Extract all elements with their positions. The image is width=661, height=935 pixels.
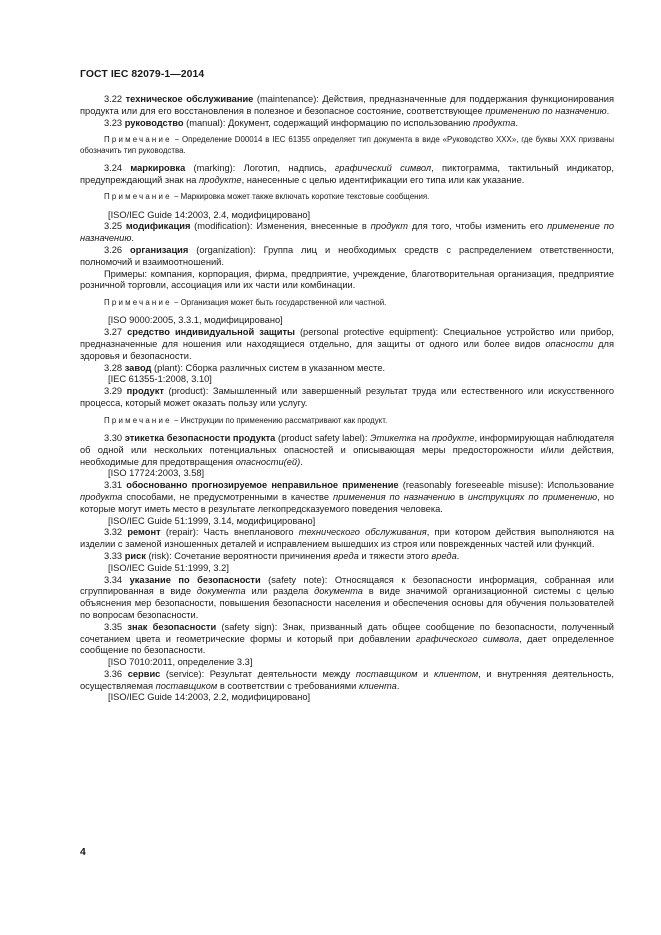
term-name: модификация [125,221,191,232]
text-run: (modification): Изменения, внесенные в [190,221,371,232]
text-run: 3.32 [104,527,128,538]
term-reference: технического обслуживания [298,527,427,538]
term-name: этикетка безопасности продукта [124,432,276,443]
term-reference: опасности [545,338,594,349]
text-run: , дает определенное сообщение по безопасности. [80,633,615,656]
term-reference: графического символа [415,633,520,644]
term-name: обоснованно прогнозируемое неправильное применение [126,480,399,491]
term-3-33-risk [80,551,614,563]
term-reference: применения по назначению [333,491,456,502]
term-name: руководство [124,117,184,128]
term-reference: клиентом [433,668,479,679]
text-run: . [300,456,303,467]
term-reference: инструкциях по применению [467,491,598,502]
term-3-22-maintenance [80,94,614,118]
text-run: . [515,117,518,128]
text-run: 3.29 [104,386,127,397]
note-label: Примечание [104,298,172,308]
text-run: 3.27 [104,327,128,338]
text-run: (organization): Группа лиц и необходимых средств с распределением ответственности, полномочий и взаимоотношений. [80,244,614,267]
term-name: продукт [126,386,164,397]
text-run: (risk): Сочетание вероятности причинения [145,550,334,561]
text-run: и [417,668,434,679]
text-run: 3.33 [104,550,125,561]
source-3-36 [80,692,614,704]
text-run: [ISO 9000:2005, 3.3.1, модифицировано] [108,315,283,326]
text-run: , и внутренняя деятельность, осуществляемая [80,668,615,691]
text-run: (manual): Документ, содержащий информацию по использованию [183,117,473,128]
source-3-35 [80,657,614,669]
text-run: в виде значимой организационной системы с целью объяснения мер безопасности, повышения безопасности населения и обеспечения основы для обучения пользователей по вопросам безопасности. [80,586,614,620]
document-header: ГОСТ IEC 82079-1—2014 [80,69,205,80]
term-3-29-product [80,386,614,410]
term-3-35-safety-sign [80,622,614,657]
note-3-24 [80,192,614,202]
term-3-24-marking [80,163,614,187]
text-run: (marking): Логотип, надпись, [185,162,335,173]
text-run: . [396,680,400,691]
term-name: средство индивидуальной защиты [127,327,295,338]
term-name: организация [130,244,189,255]
term-name: знак безопасности [127,621,217,632]
term-reference: документа [196,586,246,597]
text-run: 3.36 [104,668,128,679]
note-label: Примечание [104,135,172,145]
term-3-28-plant [80,363,614,375]
examples-3-26 [80,269,614,293]
text-run: 3.25 [104,221,126,232]
term-reference: продукта [472,117,516,128]
term-3-36-service [80,669,614,693]
text-run: 3.30 [104,432,125,443]
text-run: для здоровья и безопасности. [80,338,614,361]
text-run: Примеры: компания, корпорация, фирма, предприятие, учреждение, благотворительная организация, предприятие розничной торговли, ассоциация или их части или комбинации. [80,268,614,291]
text-run: или раздела [245,586,315,597]
term-3-27-ppe [80,327,614,362]
text-run: 3.31 [104,480,127,491]
note-3-26 [80,298,614,308]
text-run: . [131,233,134,244]
term-3-25-modification [80,221,614,245]
text-run: [ISO/IEC Guide 14:2003, 2.2, модифицировано] [108,692,311,703]
text-run: для того, чтобы изменить его [408,221,548,232]
text-run: − Инструкции по применению рассматривают как продукт. [171,415,388,425]
note-label: Примечание [104,415,172,425]
text-run: . [456,550,460,561]
text-run: − Определение D00014 в IEC 61355 определяет тип документа в виде «Руководство XXX», где буквы XXX призваны обозначить тип руководства. [80,135,614,155]
text-run: [ISO 17724:2003, 3.58] [108,468,205,479]
text-run: способами, не предусмотренными в качестве [122,491,333,502]
text-run: и тяжести этого [358,550,432,561]
term-reference: применение по назначению [80,221,614,244]
source-3-26 [80,315,614,327]
text-run: (product): Замышленный или завершенный результат труда или естественного или искусственного процесса, который может оказать пользу или услугу. [80,386,614,408]
term-name: сервис [127,668,161,679]
text-run: 3.24 [104,162,131,173]
term-reference: вреда [333,550,359,561]
term-name: маркировка [130,162,186,173]
source-3-24 [80,210,614,222]
text-run: [ISO/IEC Guide 51:1999, 3.2] [108,562,229,573]
term-reference: поставщиком [355,668,418,679]
text-run: в соответствии с требованиями [217,680,359,691]
term-reference: продукта [80,491,123,502]
term-reference: клиента [358,680,397,691]
term-reference: продукте [199,174,242,185]
term-3-31-misuse [80,480,614,515]
term-reference: применению по назначению [485,105,607,116]
text-run: (service): Результат деятельности между [160,668,356,679]
term-3-26-organization [80,245,614,269]
term-3-23-manual [80,118,614,130]
text-run: 3.28 [104,362,125,373]
text-run: (repair): Часть внепланового [160,527,299,538]
source-3-28 [80,374,614,386]
text-run: на [416,432,432,443]
term-name: риск [124,550,146,561]
term-reference: продукт [370,221,409,232]
term-reference: поставщиком [155,680,218,691]
page-number: 4 [80,847,86,858]
text-run: [ISO 7010:2011, определение 3.3] [108,657,253,668]
note-3-23 [80,135,614,155]
text-run: (personal protective equipment): Специальное устройство или прибор, предназначенные для ношения или находящиеся отдельно, для защиты от одного или более видов [80,327,614,349]
term-3-30-product-safety-label [80,433,614,468]
text-run: 3.22 [104,94,126,104]
text-run: (plant): Сборка различных систем в указанном месте. [151,362,386,373]
term-name: указание по безопасности [129,574,261,585]
term-reference: документа [314,586,363,597]
source-3-30 [80,468,614,480]
text-run: [ISO/IEC Guide 14:2003, 2.4, модифицировано] [108,209,311,220]
term-reference: Этикетка [370,432,417,443]
text-run: , нанесенные с целью идентификации его типа или как указание. [241,174,525,185]
note-3-29 [80,416,614,426]
text-run: , информирующая наблюдателя об одной или нескольких потенциальных опасностей и описывающая меры предосторожности и/или действия, необходимые для предотвращения [80,432,615,467]
text-run: (maintenance): Действия, предназначенные для поддержания функционирования продукта или для его восстановления в полезное и безопасное состояние, соответствующее [80,94,614,116]
text-run: , пиктограмма, тактильный индикатор, предупреждающий знак на [80,162,614,185]
text-run: 3.26 [104,244,131,255]
source-3-31 [80,516,614,528]
text-run: − Маркировка может также включать короткие текстовые сообщения. [171,192,430,202]
text-run: − Организация может быть государственной или частной. [171,298,387,308]
term-3-32-repair [80,527,614,551]
text-run: (product safety label): [275,432,371,443]
term-name: ремонт [127,527,161,538]
term-3-34-safety-note [80,575,614,622]
term-reference: продукте [431,432,475,443]
text-run: . [606,105,610,116]
text-run: (reasonably foreseeable misuse): Использование [398,480,614,491]
text-run: [IEC 61355-1:2008, 3.10] [108,374,212,385]
document-body [80,94,614,704]
term-name: техническое обслуживание [125,94,254,104]
text-run: (safety sign): Знак, призванный дать общее сообщение по безопасности, полученный сочетанием цвета и геометрические формы и который при добавлении [80,621,614,644]
text-run: , при котором действия выполняются на изделии с заменой изношенных деталей и исправлением вышедших из строя или поврежденных частей или функций. [80,527,614,550]
term-name: завод [124,362,152,373]
text-run: в [455,491,468,502]
text-run: 3.23 [104,117,125,128]
source-3-33 [80,563,614,575]
text-run: [ISO/IEC Guide 51:1999, 3.14, модифицировано] [108,515,316,526]
note-label: Примечание [104,192,172,202]
term-reference: вреда [431,550,457,561]
text-run: 3.34 [104,574,130,585]
term-reference: графический символ [334,162,432,173]
term-reference: опасности(ей) [235,456,301,467]
text-run: , но которые могут иметь место в результате легкопредсказуемого поведения человека. [80,491,614,514]
text-run: (safety note): Относящаяся к безопасности информация, собранная или сгруппированная в виде [80,574,614,597]
text-run: 3.35 [104,621,128,632]
